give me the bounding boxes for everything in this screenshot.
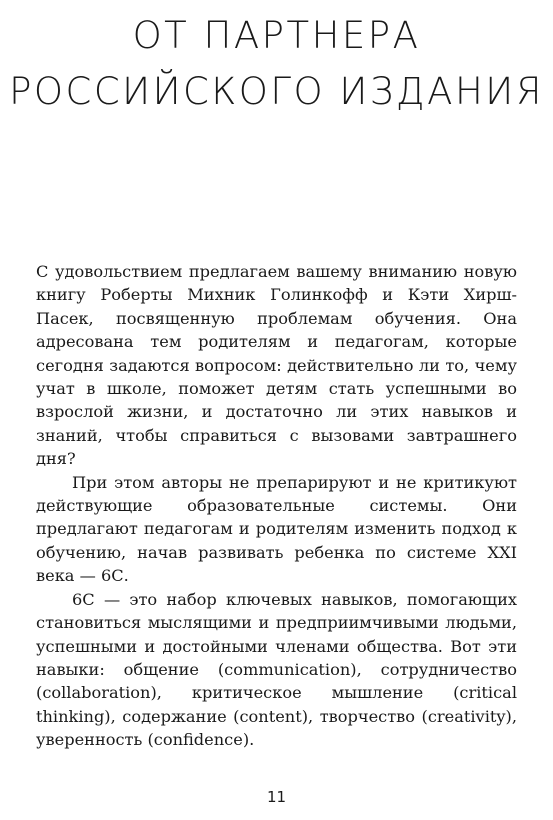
chapter-title: [0, 8, 553, 120]
body-text: [36, 260, 517, 752]
chapter-title-line-2: РОССИЙСКОГО ИЗДАНИЯ: [9, 70, 544, 113]
chapter-title-line-1: ОТ ПАРТНЕРА: [132, 14, 421, 57]
page-number: 11: [266, 788, 287, 806]
paragraph-3: 6С — это набор ключевых навыков, помогающих становиться мыслящими и предприимчивыми людьми, успешными и достойными членами общества. Вот эти навыки: общение (communication), сотрудничество (collaboration), критическое мышление (critical thinking), содержание (content), творчество (creativity), уверенность (confidence).: [36, 589, 517, 750]
paragraph-1: С удовольствием предлагаем вашему вниманию новую книгу Роберты Михник Голинкофф и Кэти Хирш-Пасек, посвященную проблемам обучения. Она адресована тем родителям и педагогам, которые сегодня задаются вопросом: действительно ли то, чему учат в школе, поможет детям стать успешными во взрослой жизни, и достаточно ли этих навыков и знаний, чтобы справиться с вызовами завтрашнего дня?: [36, 262, 517, 469]
paragraph-2: При этом авторы не препарируют и не критикуют действующие образовательные системы. Они предлагают педагогам и родителям изменить подход к обучению, начав развивать ребенка по системе XXI века — 6С.: [36, 472, 517, 586]
